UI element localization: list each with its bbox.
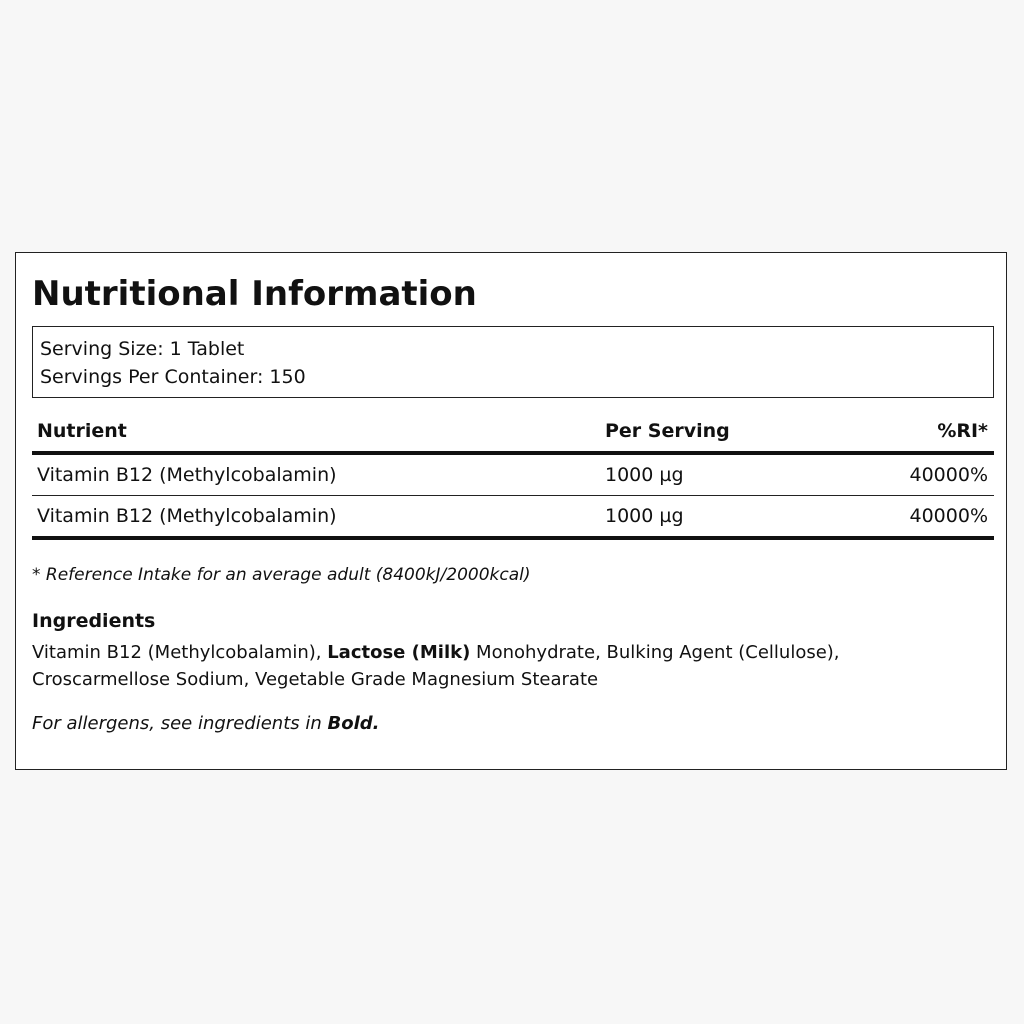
ingredients-heading: Ingredients (32, 610, 156, 632)
header-per-serving: Per Serving (605, 420, 730, 442)
row-nutrient: Vitamin B12 (Methylcobalamin) (37, 505, 337, 527)
allergen-ingredient: Lactose (Milk) (327, 642, 471, 663)
nutrient-table (32, 411, 994, 540)
ingredients-text-part1: Vitamin B12 (Methylcobalamin), (32, 642, 328, 663)
table-header-row (32, 411, 994, 455)
header-nutrient: Nutrient (37, 420, 127, 442)
ingredients-list (32, 639, 982, 693)
allergen-note-bold: Bold. (327, 713, 380, 734)
allergen-note-prefix: For allergens, see ingredients in (32, 713, 328, 734)
header-ri: %RI* (937, 420, 988, 442)
reference-intake-footnote: * Reference Intake for an average adult (8400kJ/2000kcal) (32, 565, 531, 585)
page-title: Nutritional Information (32, 274, 477, 314)
ingredients-text-part2: Monohydrate, Bulking Agent (Cellulose), Croscarmellose Sodium, Vegetable Grade Magnesium Stearate (32, 642, 840, 690)
serving-info-box (32, 326, 994, 398)
allergen-note (32, 711, 379, 737)
table-row (32, 496, 994, 540)
row-ri: 40000% (909, 505, 988, 527)
row-nutrient: Vitamin B12 (Methylcobalamin) (37, 464, 337, 486)
row-ri: 40000% (909, 464, 988, 486)
nutrition-panel (15, 252, 1007, 770)
servings-per-container: Servings Per Container: 150 (40, 366, 306, 388)
row-per-serving: 1000 µg (605, 505, 684, 527)
serving-size: Serving Size: 1 Tablet (40, 338, 245, 360)
row-per-serving: 1000 µg (605, 464, 684, 486)
table-row (32, 455, 994, 496)
